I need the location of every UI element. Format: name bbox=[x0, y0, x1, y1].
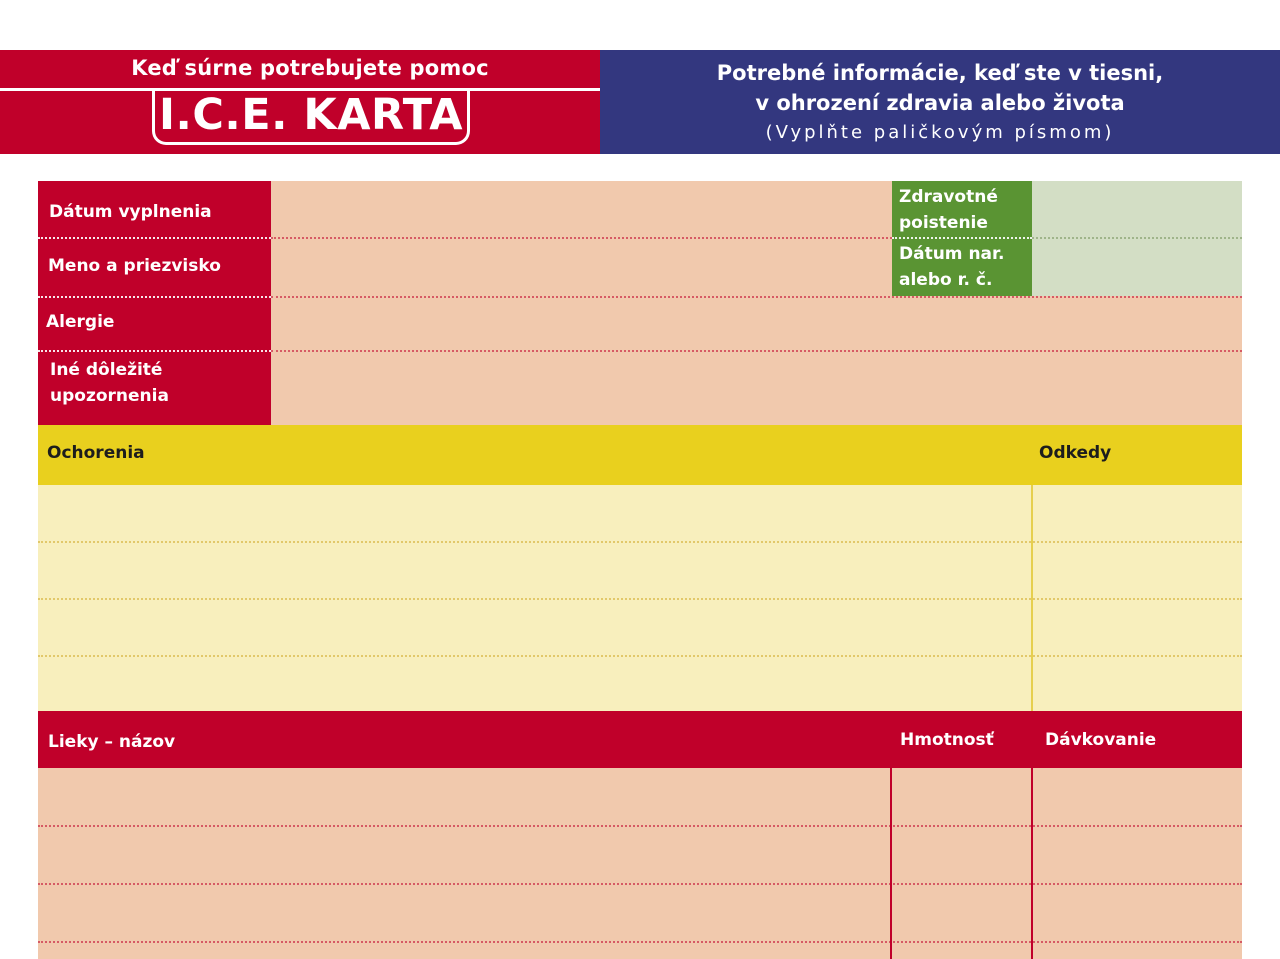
medication-name-field-3[interactable] bbox=[38, 883, 890, 941]
insurance-field[interactable] bbox=[1032, 181, 1242, 237]
row-divider bbox=[38, 296, 271, 298]
header-info-line-3: (Vyplňte paličkovým písmom) bbox=[765, 122, 1115, 143]
row-divider bbox=[38, 941, 1242, 943]
diseases-title: Ochorenia bbox=[47, 443, 145, 463]
row-divider bbox=[38, 655, 1242, 657]
allergies-label: Alergie bbox=[46, 312, 115, 332]
row-divider bbox=[38, 598, 1242, 600]
disease-since-field-3[interactable] bbox=[1033, 598, 1242, 655]
medications-weight-label: Hmotnosť bbox=[900, 730, 994, 750]
header-tagline: Keď súrne potrebujete pomoc bbox=[131, 56, 489, 80]
date-filled-field[interactable] bbox=[271, 181, 892, 237]
row-divider bbox=[38, 883, 1242, 885]
header-info-line-1: Potrebné informácie, keď ste v tiesni, bbox=[716, 61, 1164, 85]
header-info-line-2: v ohrození zdravia alebo života bbox=[755, 91, 1125, 115]
disease-since-field-1[interactable] bbox=[1033, 485, 1242, 541]
name-field[interactable] bbox=[271, 237, 892, 296]
disease-since-field-2[interactable] bbox=[1033, 541, 1242, 598]
disease-name-field-2[interactable] bbox=[38, 541, 1031, 598]
disease-name-field-1[interactable] bbox=[38, 485, 1031, 541]
birth-label-line-1: Dátum nar. bbox=[899, 244, 1005, 264]
row-divider bbox=[271, 350, 1242, 352]
row-divider bbox=[38, 237, 271, 239]
insurance-label-line-2: poistenie bbox=[899, 213, 988, 233]
disease-name-field-3[interactable] bbox=[38, 598, 1031, 655]
allergies-field[interactable] bbox=[271, 296, 1242, 350]
medication-name-field-1[interactable] bbox=[38, 768, 890, 825]
insurance-label-line-1: Zdravotné bbox=[899, 187, 998, 207]
medication-weight-field-2[interactable] bbox=[892, 825, 1031, 883]
row-divider bbox=[892, 237, 1032, 239]
disease-name-field-4[interactable] bbox=[38, 655, 1031, 711]
card-title: I.C.E. KARTA bbox=[159, 90, 463, 140]
row-divider bbox=[1032, 237, 1242, 239]
medication-dosage-field-3[interactable] bbox=[1033, 883, 1242, 941]
birth-label-line-2: alebo r. č. bbox=[899, 270, 993, 290]
diseases-since-label: Odkedy bbox=[1039, 443, 1112, 463]
row-divider bbox=[38, 541, 1242, 543]
medication-dosage-field-1[interactable] bbox=[1033, 768, 1242, 825]
notes-label-line-2: upozornenia bbox=[50, 386, 169, 406]
medication-name-field-2[interactable] bbox=[38, 825, 890, 883]
row-divider bbox=[38, 350, 271, 352]
row-divider bbox=[38, 825, 1242, 827]
date-filled-label: Dátum vyplnenia bbox=[49, 202, 212, 222]
row-divider bbox=[271, 237, 892, 239]
medication-weight-field-1[interactable] bbox=[892, 768, 1031, 825]
medication-weight-field-3[interactable] bbox=[892, 883, 1031, 941]
medication-dosage-field-2[interactable] bbox=[1033, 825, 1242, 883]
name-label: Meno a priezvisko bbox=[48, 256, 221, 276]
medications-title: Lieky – názov bbox=[48, 732, 176, 752]
notes-field[interactable] bbox=[271, 350, 1242, 425]
birth-date-field[interactable] bbox=[1032, 237, 1242, 296]
disease-since-field-4[interactable] bbox=[1033, 655, 1242, 711]
row-divider bbox=[271, 296, 1242, 298]
medications-dosage-label: Dávkovanie bbox=[1045, 730, 1157, 750]
notes-label-line-1: Iné dôležité bbox=[50, 360, 163, 380]
